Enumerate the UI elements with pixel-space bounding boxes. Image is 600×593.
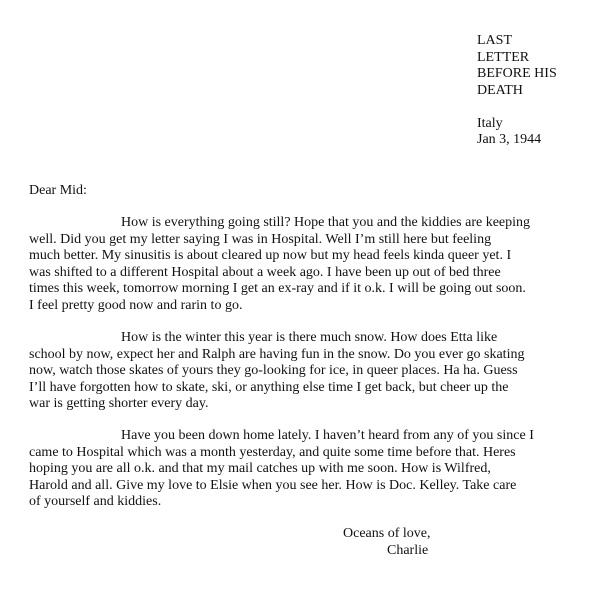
closing-phrase: Oceans of love, — [343, 526, 431, 541]
paragraph-line: How is the winter this year is there much snow. How does Etta like — [121, 330, 498, 345]
paragraph-line: Harold and all. Give my love to Elsie when you see her. How is Doc. Kelley. Take care — [29, 477, 517, 493]
paragraph-2 — [29, 330, 594, 413]
paragraph-line: well. Did you get my letter saying I was in Hospital. Well I’m still here but feeling — [29, 231, 492, 247]
paragraph-line: was shifted to a different Hospital about a week ago. I have been up out of bed three — [29, 264, 501, 280]
signature: Charlie — [387, 542, 429, 558]
paragraph-line: I feel pretty good now and rarin to go. — [29, 297, 243, 313]
spacer — [477, 99, 557, 116]
paragraph-line: war is getting shorter every day. — [29, 396, 209, 411]
paragraph-line: school by now, expect her and Ralph are having fun in the snow. Do you ever go skating — [29, 346, 525, 362]
letter-place: Italy — [477, 115, 503, 131]
closing-block — [343, 526, 430, 559]
paragraph-line: now, watch those skates of yours they go-looking for ice, in queer places. Ha ha. Guess — [29, 363, 518, 378]
paragraph-line: hoping you are all o.k. and that my mail catches up with me soon. How is Wilfred, — [29, 461, 491, 476]
paragraph-line: came to Hospital which was a month yesterday, and quite some time before that. Heres — [29, 444, 516, 460]
paragraph-line: I’ll have forgotten how to skate, ski, or anything else time I get back, but cheer up the — [29, 379, 509, 395]
header-title-line: BEFORE HIS — [477, 66, 557, 81]
paragraph-line: How is everything going still? Hope that you and the kiddies are keeping — [121, 215, 531, 230]
header-title-line: LETTER — [477, 49, 530, 65]
letter-date: Jan 3, 1944 — [477, 132, 542, 147]
paragraph-line: of yourself and kiddies. — [29, 494, 162, 509]
paragraph-line: times this week, tomorrow morning I get an ex-ray and if it o.k. I will be going out soon. — [29, 281, 526, 296]
header-title-line: DEATH — [477, 82, 523, 98]
paragraph-1 — [29, 215, 594, 314]
letter-header — [477, 33, 557, 149]
header-title-line: LAST — [477, 33, 512, 48]
paragraph-line: Have you been down home lately. I haven’t heard from any of you since I — [121, 428, 534, 443]
paragraph-line: much better. My sinusitis is about cleared up now but my head feels kinda queer yet. I — [29, 248, 512, 263]
salutation: Dear Mid: — [29, 183, 87, 198]
paragraph-3 — [29, 428, 594, 511]
